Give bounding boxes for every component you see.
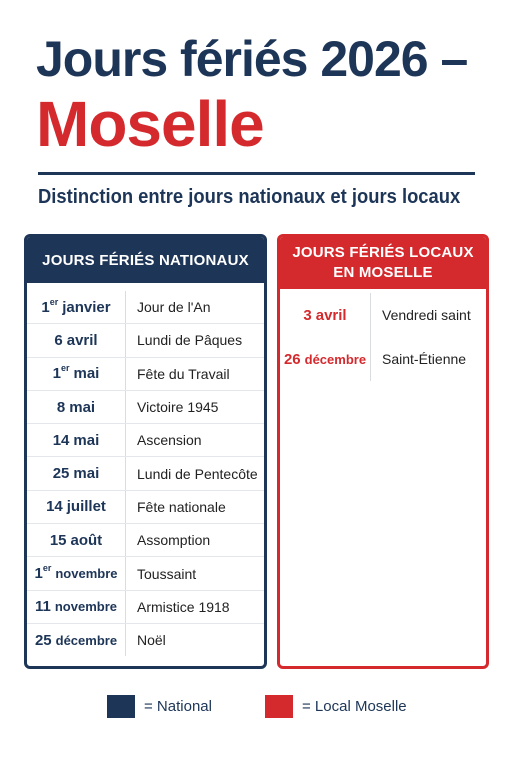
title-divider — [38, 172, 475, 175]
holiday-day: 1 — [52, 365, 61, 383]
holiday-day-suffix: er — [42, 563, 52, 574]
holiday-name: Lundi de Pâques — [137, 332, 243, 349]
holiday-name: Saint-Étienne — [382, 351, 467, 367]
holiday-row — [280, 293, 486, 337]
holiday-month: décembre — [304, 351, 367, 367]
local-holidays-list — [280, 289, 486, 381]
holiday-name: Toussaint — [137, 565, 197, 582]
holiday-month: août — [70, 531, 103, 549]
holiday-row — [27, 591, 264, 624]
holiday-row — [27, 291, 264, 324]
holiday-day-suffix: er — [60, 363, 70, 374]
holiday-day: 14 — [46, 498, 63, 516]
holiday-month: janvier — [62, 298, 111, 316]
holiday-name: Armistice 1918 — [137, 598, 230, 615]
holiday-date — [280, 307, 370, 324]
holiday-name: Fête du Travail — [137, 365, 230, 382]
holiday-row — [27, 524, 264, 557]
holiday-row — [27, 324, 264, 357]
holiday-date — [27, 532, 125, 549]
holiday-month: avril — [315, 306, 347, 324]
holiday-row — [27, 491, 264, 524]
holiday-row — [27, 358, 264, 391]
page-title — [36, 30, 467, 158]
national-holidays-panel — [24, 234, 267, 669]
legend-local-label: = Local Moselle — [302, 698, 407, 715]
holiday-date — [27, 465, 125, 482]
holiday-name: Assomption — [137, 532, 211, 549]
holiday-date — [27, 565, 125, 582]
holiday-date — [280, 351, 370, 368]
holiday-month: avril — [66, 331, 98, 349]
holiday-day: 8 — [56, 398, 66, 416]
holiday-row — [27, 624, 264, 656]
holiday-date — [27, 432, 125, 449]
holiday-month: mai — [73, 365, 100, 383]
column-divider — [125, 591, 126, 623]
holiday-month: juillet — [66, 498, 106, 516]
holiday-row — [27, 391, 264, 424]
column-divider — [125, 358, 126, 390]
column-divider — [370, 293, 371, 337]
holiday-date — [27, 296, 125, 316]
holiday-date — [27, 332, 125, 349]
holiday-day: 15 — [49, 531, 67, 549]
column-divider — [125, 624, 126, 656]
holiday-date — [27, 498, 125, 515]
holiday-month: mai — [69, 398, 96, 416]
holiday-row — [27, 424, 264, 457]
holiday-date — [27, 399, 125, 416]
national-panel-header: JOURS FÉRIÉS NATIONAUX — [27, 237, 264, 283]
holiday-date — [27, 632, 125, 649]
holiday-day: 11 — [35, 598, 51, 616]
holiday-month: mai — [73, 465, 100, 483]
holiday-name: Ascension — [137, 432, 202, 449]
column-divider — [125, 424, 126, 456]
column-divider — [125, 457, 126, 489]
legend-national — [107, 695, 212, 718]
legend-local — [265, 695, 407, 718]
column-divider — [125, 391, 126, 423]
title-line-2: Moselle — [36, 88, 264, 160]
legend-national-swatch — [107, 695, 135, 718]
holiday-name: Victoire 1945 — [137, 399, 219, 416]
holiday-row — [27, 557, 264, 590]
column-divider — [125, 291, 126, 323]
legend-local-swatch — [265, 695, 293, 718]
holiday-day: 3 — [303, 306, 312, 324]
title-line-1: Jours fériés 2026 – — [36, 31, 468, 87]
holiday-day-suffix: er — [49, 296, 59, 307]
holiday-date — [27, 598, 125, 615]
holiday-day: 26 — [283, 350, 301, 368]
column-divider — [125, 557, 126, 589]
national-holidays-list — [27, 283, 264, 656]
holiday-row — [27, 457, 264, 490]
holiday-name: Fête nationale — [137, 498, 226, 515]
holiday-day: 25 — [52, 465, 70, 483]
column-divider — [125, 524, 126, 556]
holiday-month: novembre — [55, 566, 118, 582]
column-divider — [125, 324, 126, 356]
holiday-day: 6 — [54, 331, 63, 349]
holiday-month: décembre — [55, 632, 118, 648]
holiday-name: Lundi de Pentecôte — [137, 465, 258, 482]
local-panel-header: JOURS FÉRIÉS LOCAUX EN MOSELLE — [280, 237, 486, 289]
holiday-row — [280, 337, 486, 381]
holiday-month: mai — [73, 431, 100, 449]
column-divider — [370, 337, 371, 381]
subtitle: Distinction entre jours nationaux et jours locaux — [38, 186, 461, 208]
column-divider — [125, 491, 126, 523]
holiday-name: Jour de l'An — [137, 299, 211, 316]
holiday-day: 25 — [34, 631, 52, 649]
holiday-month: novembre — [54, 599, 117, 615]
holiday-day: 1 — [41, 298, 50, 316]
holiday-name: Vendredi saint — [382, 307, 471, 323]
holiday-day: 14 — [52, 431, 70, 449]
local-holidays-panel — [277, 234, 489, 669]
holiday-date — [27, 365, 125, 382]
holiday-name: Noël — [137, 632, 166, 649]
holiday-day: 1 — [34, 565, 43, 583]
legend-national-label: = National — [144, 698, 212, 715]
